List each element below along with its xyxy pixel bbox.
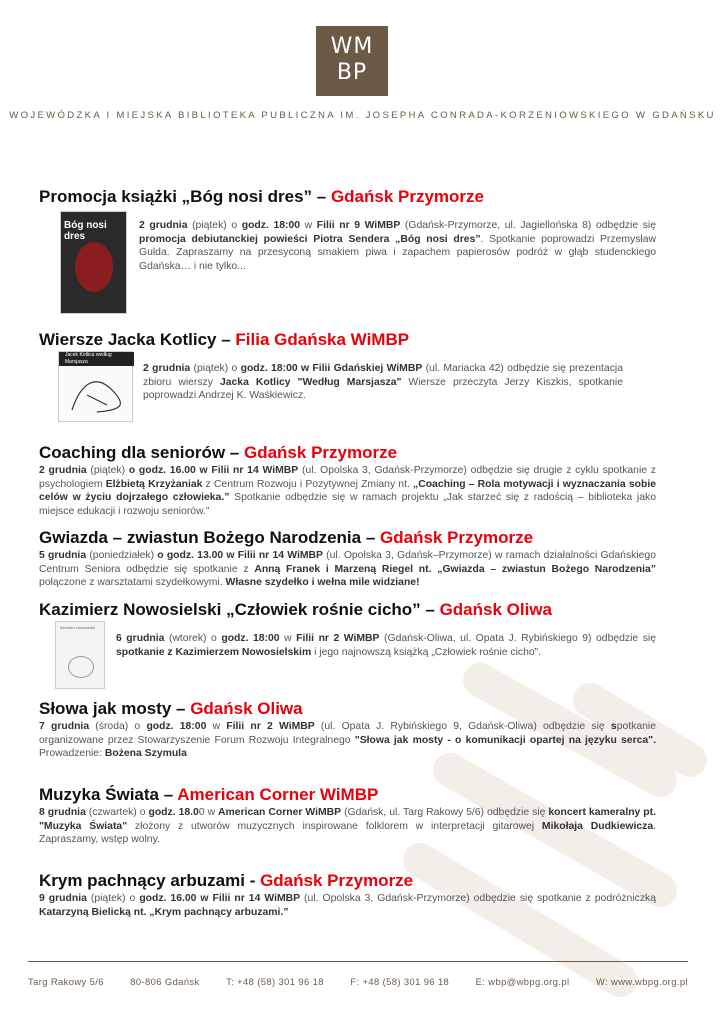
description-text-run: potkanie organizowane przez Stowarzyszenie Forum Rozwoju Integralnego (39, 721, 656, 746)
description-bold-run: koncert kameralny pt. "Muzyka Świata" (39, 807, 656, 832)
event-description (116, 632, 656, 659)
description-bold-run: Filii nr 9 WiMBP (316, 220, 401, 231)
event-location: Filia Gdańska WiMBP (235, 330, 410, 349)
event-8 (39, 871, 656, 919)
event-description (39, 720, 656, 761)
event-title (39, 330, 656, 350)
event-description (143, 362, 623, 403)
sketch-illustration (67, 370, 127, 418)
event-title-text: Słowa jak mosty – (39, 699, 191, 718)
description-text-run: (Gdańsk, ul. Targ Rakowy 5/6) odbędzie się (341, 807, 549, 818)
footer-fax: F: +48 (58) 301 96 18 (350, 976, 450, 987)
description-text-run: (ul. Opolska 3, Gdańsk–Przymorze) w ramach działalności Gdańskiego Centrum Seniora odbędzie się spotkanie z (39, 550, 656, 575)
description-bold-run: Jacka Kotlicy "Według Marsjasza" (219, 376, 402, 388)
description-bold-run: Filii nr 2 WiMBP (226, 721, 315, 732)
description-bold-run: godz. 16.00 w Filii nr 14 WiMBP (139, 893, 301, 904)
footer-website-link[interactable]: W: www.wbpg.org.pl (595, 976, 688, 987)
description-bold-run: o godz. 13.00 w Filii nr 14 WiMBP (157, 550, 323, 561)
event-title-text: Kazimierz Nowosielski „Człowiek rośnie cicho” – (39, 600, 440, 619)
cover-emblem-icon (68, 656, 94, 678)
description-bold-run: spotkanie z Kazimierzem Nowosielskim (116, 646, 312, 658)
description-bold-run: 5 grudnia (39, 550, 87, 561)
description-text-run: (Gdańsk-Oliwa, ul. Opata J. Rybińskiego 9) odbędzie się (379, 633, 657, 644)
description-text-run: z Centrum Rozwoju i Pozytywnej Zmiany nt. (202, 478, 414, 490)
event-title-text: Muzyka Świata – (39, 785, 178, 804)
event-4 (39, 528, 656, 590)
description-text-run: Spotkanie odbędzie się w ramach projektu „Jak starzeć się z radością – biblioteka jako miejsce edukacji i rozwoju seniorów.” (39, 492, 656, 517)
event-title-text: Coaching dla seniorów – (39, 443, 244, 462)
description-bold-run: 6 grudnia (116, 633, 165, 644)
footer-postal: 80-806 Gdańsk (130, 976, 200, 987)
description-text-run: Prowadzenie: (39, 748, 105, 760)
logo-line-1: WM (330, 34, 374, 59)
description-text-run: w (206, 721, 227, 732)
footer (28, 976, 688, 987)
footer-divider (28, 961, 688, 962)
description-text-run: (ul. Opolska 3, Gdańsk-Przymorze) odbędzie się drugie z cyklu spotkanie z psychologiem (39, 465, 657, 490)
event-location: Gdańsk Przymorze (380, 528, 534, 547)
description-text-run: złożony z utworów muzycznych inspirowane folklorem w interpretacji gitarowej (127, 820, 542, 832)
description-text-run: w (279, 633, 297, 644)
description-text-run: . Zapraszamy, wstęp wolny. (39, 820, 656, 846)
description-text-run: połączone z warsztatami szydełkowymi. (39, 577, 226, 589)
event-title (39, 187, 656, 207)
event-title (39, 528, 656, 548)
event-title-text: Wiersze Jacka Kotlicy – (39, 330, 236, 349)
description-text-run: (piątek) o (190, 363, 241, 374)
book-cover-title: Kazimierz Nowosielski (60, 626, 95, 630)
description-bold-run: godz. 18:00 (221, 633, 280, 644)
event-location: Gdańsk Przymorze (243, 443, 398, 462)
event-7 (39, 785, 656, 847)
description-text-run: 0 w (198, 807, 219, 818)
book-cover-image (60, 211, 127, 314)
description-bold-run: Filii nr 2 WiMBP (296, 633, 380, 644)
event-description (39, 549, 656, 590)
description-bold-run: American Corner WiMBP (218, 807, 342, 818)
institution-name: WOJEWÓDZKA I MIEJSKA BIBLIOTEKA PUBLICZNA IM. JOSEPHA CONRADA-KORZENIOWSKIEGO W GDAŃSKU (9, 110, 716, 121)
description-bold-run: godz. 18:00 (241, 220, 301, 231)
description-bold-run: 8 grudnia (39, 807, 86, 818)
description-bold-run: promocja debiutanckiej powieści Piotra Sendera „Bóg nosi dres” (139, 233, 481, 245)
description-text-run: (piątek) o (187, 220, 242, 231)
description-text-run: (czwartek) o (85, 807, 149, 818)
footer-address: Targ Rakowy 5/6 (28, 976, 104, 987)
book-cover-title: Bóg nosi dres (64, 220, 107, 242)
description-text-run: (ul. Opata J. Rybińskiego 9, Gdańsk-Oliwa) odbędzie się (314, 721, 611, 732)
book-cover-image (58, 351, 133, 422)
description-bold-run: „Coaching – Rola motywacji i wyznaczania sobie celów w życiu dojrzałego człowieka.” (39, 478, 656, 504)
event-2 (39, 330, 656, 350)
event-1 (39, 187, 656, 207)
logo-line-2: BP (336, 60, 368, 85)
event-title (39, 871, 656, 891)
event-title (39, 600, 656, 620)
event-6 (39, 699, 656, 761)
event-title (39, 699, 656, 719)
library-logo (316, 26, 388, 96)
description-bold-run: 9 grudnia (39, 893, 87, 904)
event-location: Gdańsk Przymorze (260, 871, 414, 890)
description-text-run: (poniedziałek) (86, 550, 158, 561)
event-location: Gdańsk Przymorze (330, 187, 484, 206)
event-description (139, 219, 656, 273)
description-text-run: i jego najnowszą książką „Człowiek rośnie cicho”. (311, 646, 542, 658)
description-text-run: (wtorek) o (164, 633, 222, 644)
description-text-run: (środa) o (89, 721, 147, 732)
event-description (39, 892, 656, 919)
event-5 (39, 600, 656, 620)
description-bold-run: 7 grudnia (39, 721, 90, 732)
description-bold-run: Anną Franek i Marzeną Riegel nt. „Gwiazda – zwiastun Bożego Narodzenia” (254, 563, 656, 575)
description-bold-run: s (610, 721, 617, 732)
description-bold-run: Elżbietą Krzyżaniak (105, 478, 203, 490)
description-text-run: (piątek) (86, 465, 129, 476)
event-title (39, 785, 656, 805)
description-bold-run: Katarzyną Bielicką nt. „Krym pachnący arbuzami.” (39, 906, 289, 918)
event-title (39, 443, 656, 463)
event-location: Gdańsk Oliwa (190, 699, 303, 718)
event-title-text: Krym pachnący arbuzami - (39, 871, 261, 890)
event-location: Gdańsk Oliwa (439, 600, 553, 619)
description-bold-run: Mikołaja Dudkiewicza (541, 820, 654, 832)
book-cover-title: Jacek Kotlica według Marsjasza (59, 352, 134, 366)
footer-phone: T: +48 (58) 301 96 18 (226, 976, 324, 987)
description-bold-run: Bożena Szymula (104, 748, 187, 760)
book-cover-image (55, 621, 105, 689)
description-text-run: (ul. Mariacka 42) odbędzie się prezentacja zbioru wierszy (143, 363, 623, 388)
description-bold-run: godz. 18:00 w Filii Gdańskiej WiMBP (240, 363, 423, 374)
description-bold-run: o godz. 16.00 w Filii nr 14 WiMBP (128, 465, 299, 476)
description-text-run: (Gdańsk-Przymorze, ul. Jagiellońska 8) odbędzie się (400, 220, 657, 231)
description-text-run: (piątek) o (86, 893, 140, 904)
event-description (39, 806, 656, 847)
description-text-run: Wiersze przeczyta Jerzy Kiszkis, spotkanie poprowadzi Andrzej K. Waśkiewicz. (143, 376, 623, 402)
event-title-text: Gwiazda – zwiastun Bożego Narodzenia – (39, 528, 381, 547)
event-title-text: Promocja książki „Bóg nosi dres” – (39, 187, 331, 206)
description-text-run: (ul. Opolska 3, Gdańsk-Przymorze) odbędzie się spotkanie z podróżniczką (300, 893, 657, 904)
event-description (39, 464, 656, 518)
face-illustration (75, 242, 113, 292)
description-text-run: w (300, 220, 317, 231)
description-bold-run: 2 grudnia (139, 220, 188, 231)
footer-email-link[interactable]: E: wbp@wbpg.org.pl (475, 976, 570, 987)
description-bold-run: 2 grudnia (143, 363, 191, 374)
description-bold-run: "Słowa jak mosty - o komunikacji opartej na języku serca". (354, 734, 656, 746)
description-bold-run: godz. 18.0 (148, 807, 199, 818)
event-location: American Corner WiMBP (177, 785, 379, 804)
description-bold-run: 2 grudnia (39, 465, 87, 476)
description-text-run: . Spotkanie poprowadzi Przemysław Gulda. Zapraszamy na przesyconą smakiem piwa i zapachem papierosów podróż w głąb studenckiego Gdańska… i nie tylko... (139, 233, 656, 272)
description-bold-run: godz. 18:00 (146, 721, 207, 732)
event-3 (39, 443, 656, 518)
description-bold-run: Własne szydełko i wełna mile widziane! (225, 577, 420, 589)
